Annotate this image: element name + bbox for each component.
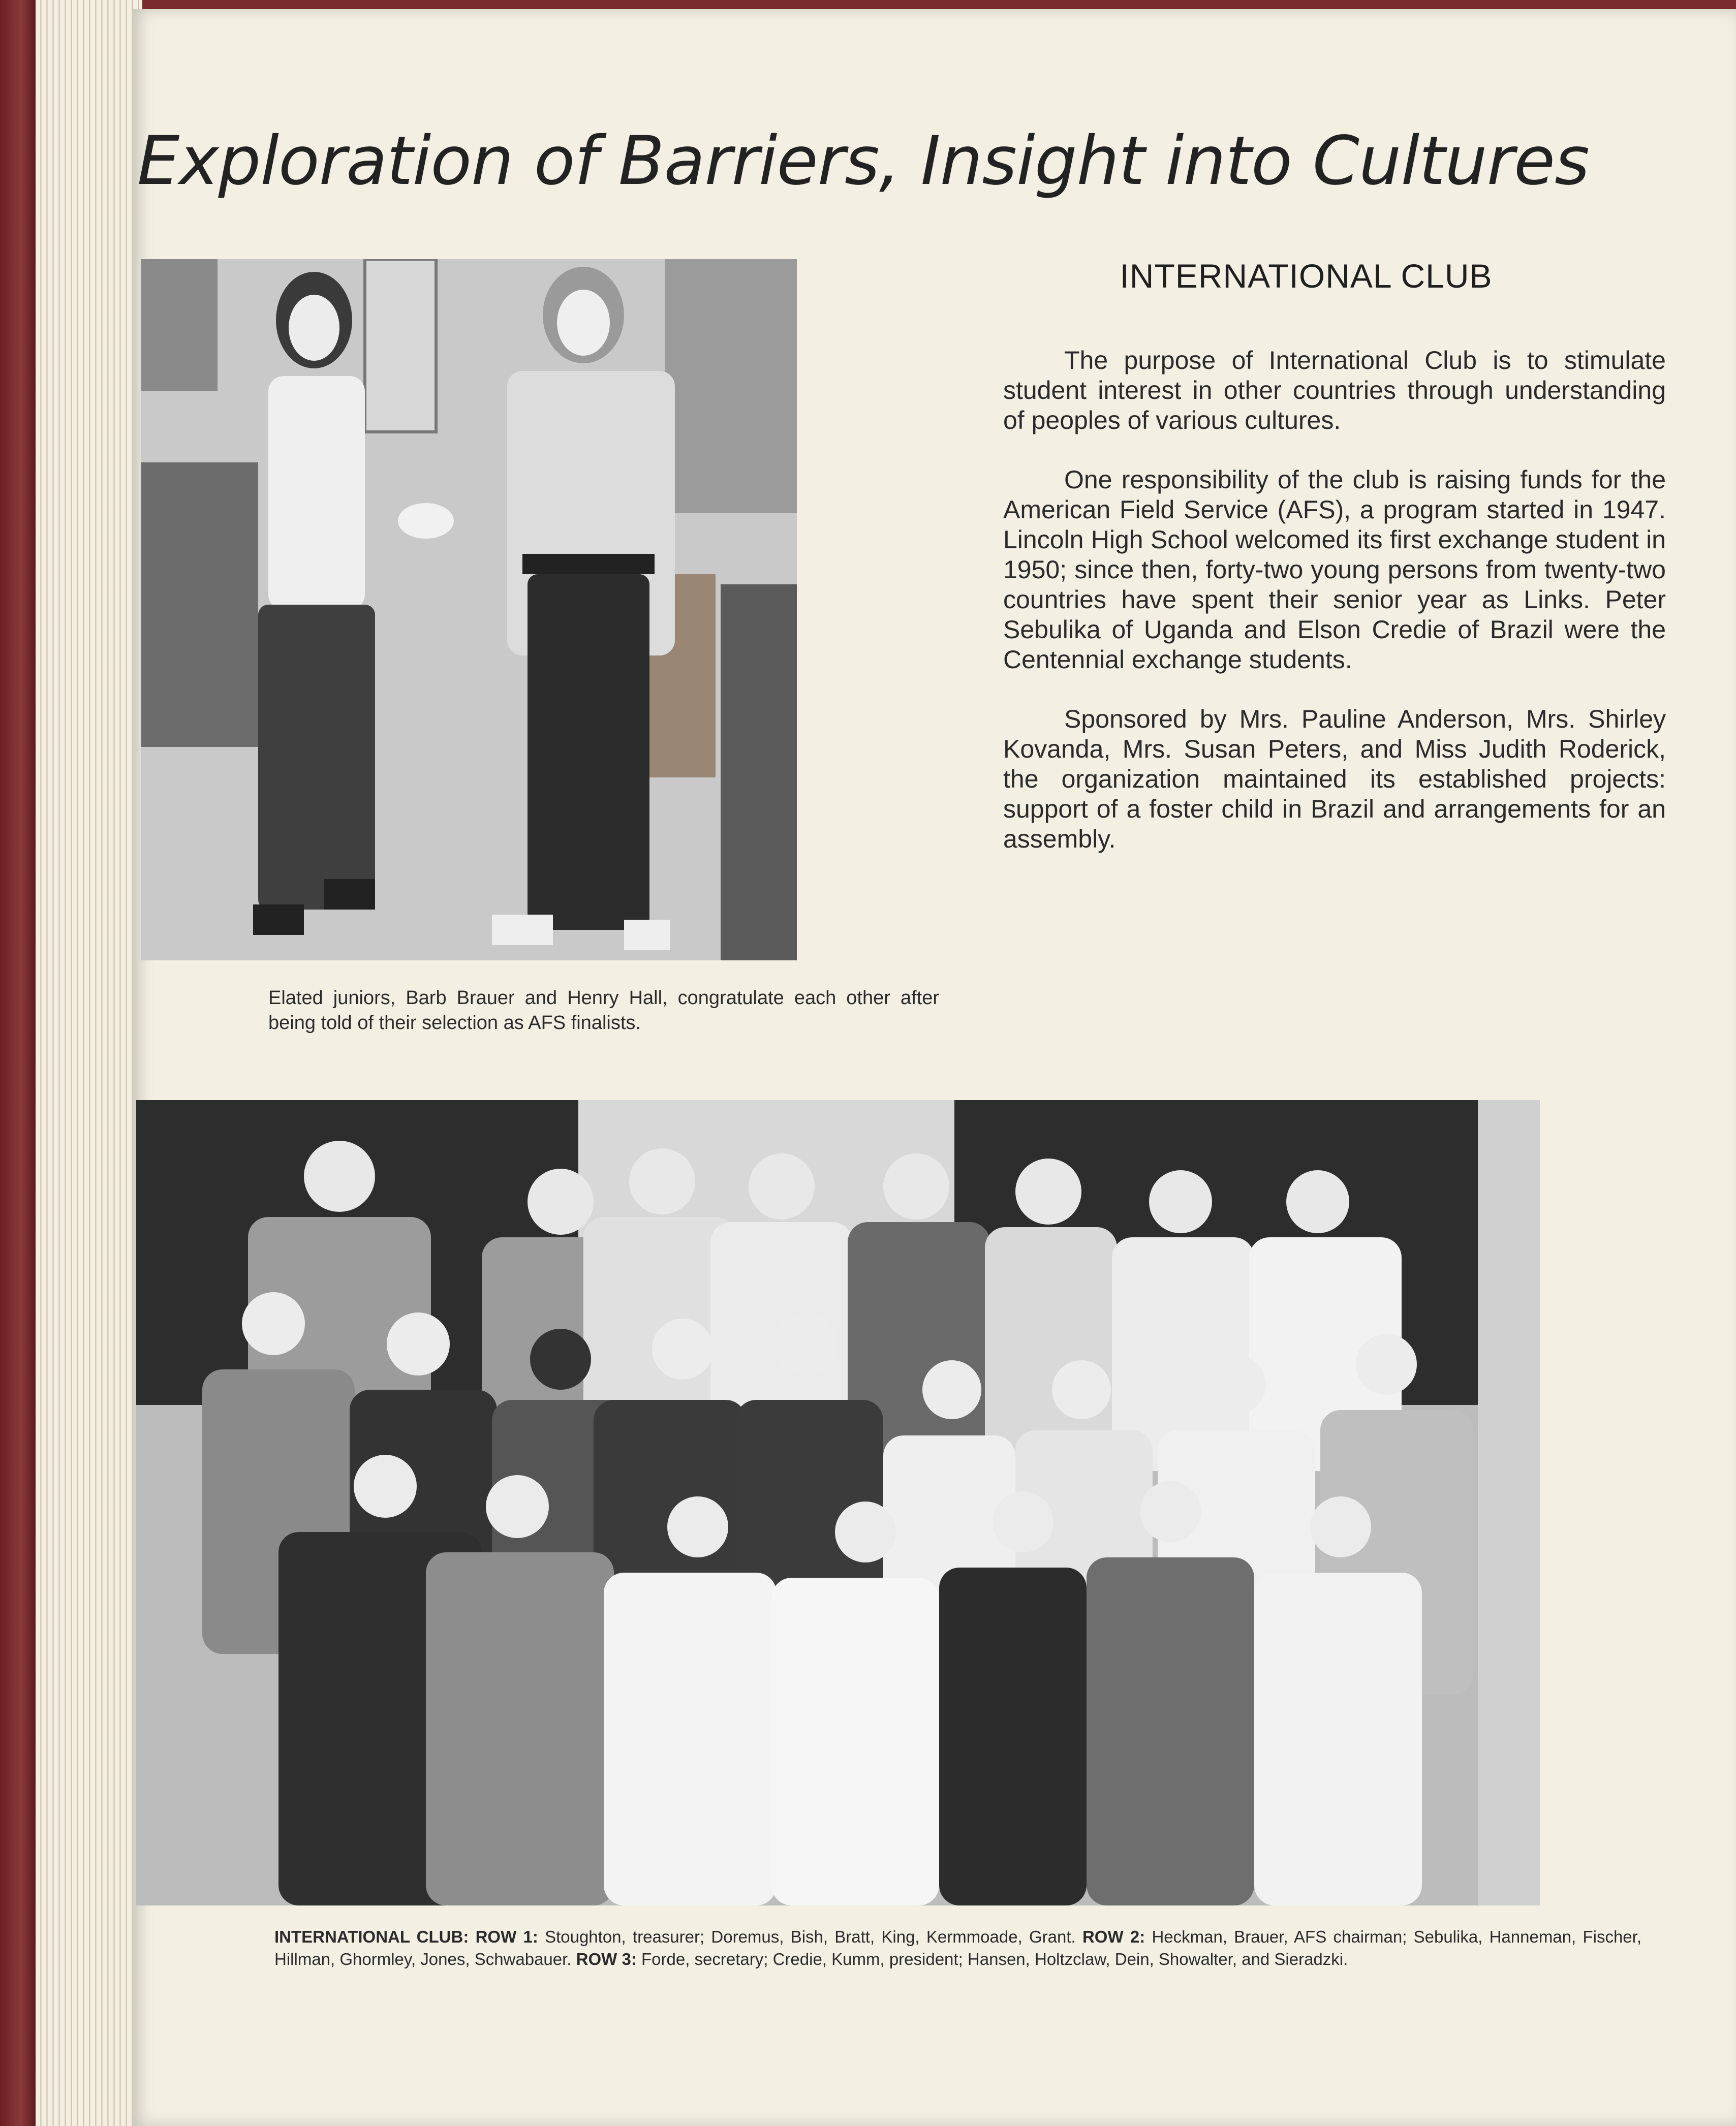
group-caption-label: INTERNATIONAL CLUB:	[274, 1927, 469, 1946]
row3-names: Forde, secretary; Credie, Kumm, president; Hansen, Holtzclaw, Dein, Showalter, and Sieradzki.	[641, 1949, 1348, 1968]
row2-label: ROW 2:	[1082, 1927, 1145, 1946]
group-photo	[136, 1100, 1540, 1905]
book-binding	[0, 0, 36, 2126]
section-heading: INTERNATIONAL CLUB	[1120, 257, 1493, 295]
row1-label: ROW 1:	[475, 1927, 538, 1946]
paragraph-afs: One responsibility of the club is raising funds for the American Field Service (AFS), a program started in 1947. Lincoln High School welcomed its first exchange student in 1950; since then, forty-two young persons from twenty-two countries have spent their senior year as Links. Peter Sebulika of Uganda and Elson Credie of Brazil were the Centennial exchange students.	[1003, 465, 1666, 674]
page-edges	[36, 0, 142, 2126]
row2-names: Heckman, Brauer, AFS chairman; Sebulika, Hanneman, Fischer, Hillman, Ghormley, Jones, Schwabauer.	[274, 1927, 1641, 1968]
paragraph-purpose: The purpose of International Club is to stimulate student interest in other countries through understanding of peoples of various cultures.	[1003, 346, 1666, 434]
row3-label: ROW 3:	[576, 1949, 637, 1968]
row1-names: Stoughton, treasurer; Doremus, Bish, Bratt, King, Kermmoade, Grant.	[545, 1927, 1076, 1946]
paragraph-sponsors: Sponsored by Mrs. Pauline Anderson, Mrs. Shirley Kovanda, Mrs. Susan Peters, and Miss Judith Roderick, the organization maintained its established projects: support of a foster child in Brazil and arrangements for an assembly.	[1003, 705, 1666, 853]
handshake-photo	[141, 259, 797, 960]
group-caption	[274, 1926, 1641, 1970]
group-photo-art	[136, 1100, 1540, 1905]
article-body	[1003, 346, 1666, 884]
page-title: Exploration of Barriers, Insight into Cultures	[137, 122, 1589, 200]
photo-caption: Elated juniors, Barb Brauer and Henry Hall, congratulate each other after being told of their selection as AFS finalists.	[268, 987, 939, 1034]
handshake-photo-art	[141, 259, 797, 960]
